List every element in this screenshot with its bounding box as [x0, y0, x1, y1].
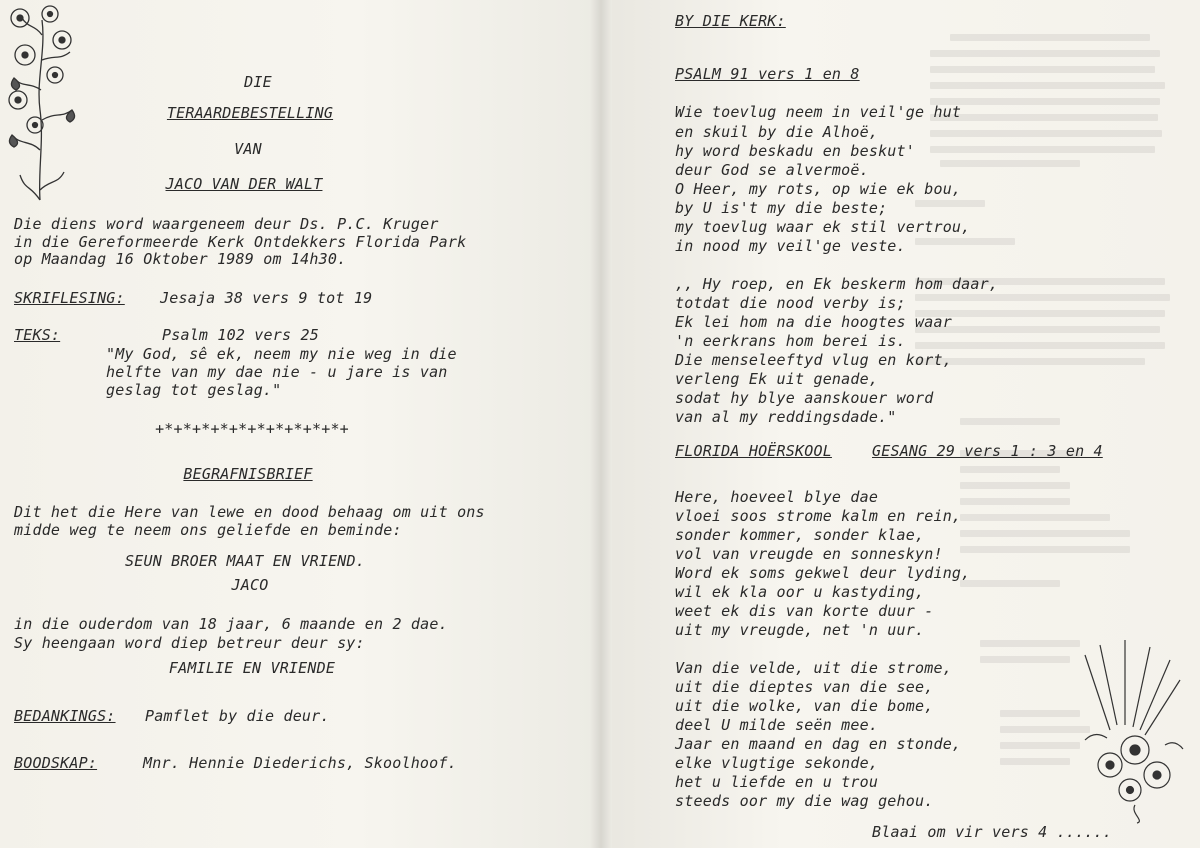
thanks-label: BEDANKINGS: — [14, 707, 116, 725]
psalm-line: in nood my veil'ge veste. — [675, 237, 906, 255]
hymn-line: vol van vreugde en sonneskyn! — [675, 545, 943, 563]
psalm-line: en skuil by die Alhoë, — [675, 123, 879, 141]
gesang-label: GESANG 29 vers 1 : 3 en 4 — [872, 442, 1103, 460]
turn-page-note: Blaai om vir vers 4 ...... — [872, 823, 1112, 841]
psalm-line: Ek lei hom na die hoogtes waar — [675, 313, 952, 331]
psalm-title: PSALM 91 vers 1 en 8 — [675, 65, 860, 83]
school-label: FLORIDA HOËRSKOOL — [675, 442, 832, 460]
hymn-line: deel U milde seën mee. — [675, 716, 879, 734]
psalm-line: O Heer, my rots, op wie ek bou, — [675, 180, 962, 198]
title-teraardebestelling: TERAARDEBESTELLING — [166, 104, 334, 122]
hymn-line: weet ek dis van korte duur - — [675, 602, 934, 620]
hymn-line: wil ek kla oor u kastyding, — [675, 583, 925, 601]
reading-value: Jesaja 38 vers 9 tot 19 — [160, 289, 373, 307]
age-line-2: Sy heengaan word diep betreur deur sy: — [14, 634, 365, 652]
ornament-divider: +*+*+*+*+*+*+*+*+*+*+ — [155, 420, 349, 438]
service-line-1: Die diens word waargeneem deur Ds. P.C. Kruger — [14, 215, 439, 233]
service-line-3: op Maandag 16 Oktober 1989 om 14h30. — [14, 250, 347, 268]
hymn-line: sonder kommer, sonder klae, — [675, 526, 925, 544]
psalm-line: sodat hy blye aanskouer word — [675, 389, 934, 407]
hymn-line: steeds oor my die wag gehou. — [675, 792, 934, 810]
letter-line-2: midde weg te neem ons geliefde en beminde: — [14, 521, 402, 539]
psalm-line: hy word beskadu en beskut' — [675, 142, 915, 160]
text-reference: Psalm 102 vers 25 — [162, 326, 319, 344]
age-line-1: in die ouderdom van 18 jaar, 6 maande en 2 dae. — [14, 615, 448, 633]
hymn-line: uit die dieptes van die see, — [675, 678, 934, 696]
psalm-line: 'n eerkrans hom berei is. — [675, 332, 906, 350]
hymn-line: uit die wolke, van die bome, — [675, 697, 934, 715]
hymn-line: vloei soos strome kalm en rein, — [675, 507, 962, 525]
floral-decoration-icon — [0, 0, 85, 205]
hymn-line: het u liefde en u trou — [675, 773, 879, 791]
psalm-line: by U is't my die beste; — [675, 199, 888, 217]
church-heading: BY DIE KERK: — [675, 12, 786, 30]
service-line-2: in die Gereformeerde Kerk Ontdekkers Florida Park — [14, 233, 467, 251]
text-quote-line-1: "My God, sê ek, neem my nie weg in die — [106, 345, 457, 363]
psalm-line: Die menseleeftyd vlug en kort, — [675, 351, 952, 369]
deceased-name-heading: JACO VAN DER WALT — [165, 175, 323, 193]
family-line: FAMILIE EN VRIENDE — [168, 659, 336, 677]
message-label: BOODSKAP: — [14, 754, 98, 772]
psalm-line: deur God se alvermoë. — [675, 161, 869, 179]
hymn-line: Word ek soms gekwel deur lyding, — [675, 564, 971, 582]
hymn-line: Here, hoeveel blye dae — [675, 488, 879, 506]
title-van: VAN — [234, 140, 262, 158]
hymn-line: uit my vreugde, net 'n uur. — [675, 621, 925, 639]
text-quote-line-2: helfte van my dae nie - u jare is van — [106, 363, 448, 381]
psalm-line: totdat die nood verby is; — [675, 294, 906, 312]
letter-line-1: Dit het die Here van lewe en dood behaag om uit ons — [14, 503, 485, 521]
hymn-line: Jaar en maand en dag en stonde, — [675, 735, 962, 753]
psalm-line: my toevlug waar ek stil vertrou, — [675, 218, 971, 236]
text-label: TEKS: — [14, 326, 61, 344]
reading-label: SKRIFLESING: — [14, 289, 125, 307]
psalm-line: Wie toevlug neem in veil'ge hut — [675, 103, 962, 121]
hymn-line: elke vlugtige sekonde, — [675, 754, 879, 772]
thanks-value: Pamflet by die deur. — [145, 707, 330, 725]
relations: SEUN BROER MAAT EN VRIEND. — [125, 552, 365, 570]
floral-decoration-icon — [1065, 635, 1190, 825]
psalm-line: ,, Hy roep, en Ek beskerm hom daar, — [675, 275, 999, 293]
title-die: DIE — [244, 73, 272, 91]
first-name: JACO — [231, 576, 269, 594]
hymn-line: Van die velde, uit die strome, — [675, 659, 952, 677]
message-value: Mnr. Hennie Diederichs, Skoolhoof. — [143, 754, 457, 772]
page-fold — [590, 0, 612, 848]
text-quote-line-3: geslag tot geslag." — [106, 381, 282, 399]
psalm-line: van al my reddingsdade." — [675, 408, 897, 426]
letter-title: BEGRAFNISBRIEF — [183, 465, 313, 483]
psalm-line: verleng Ek uit genade, — [675, 370, 879, 388]
